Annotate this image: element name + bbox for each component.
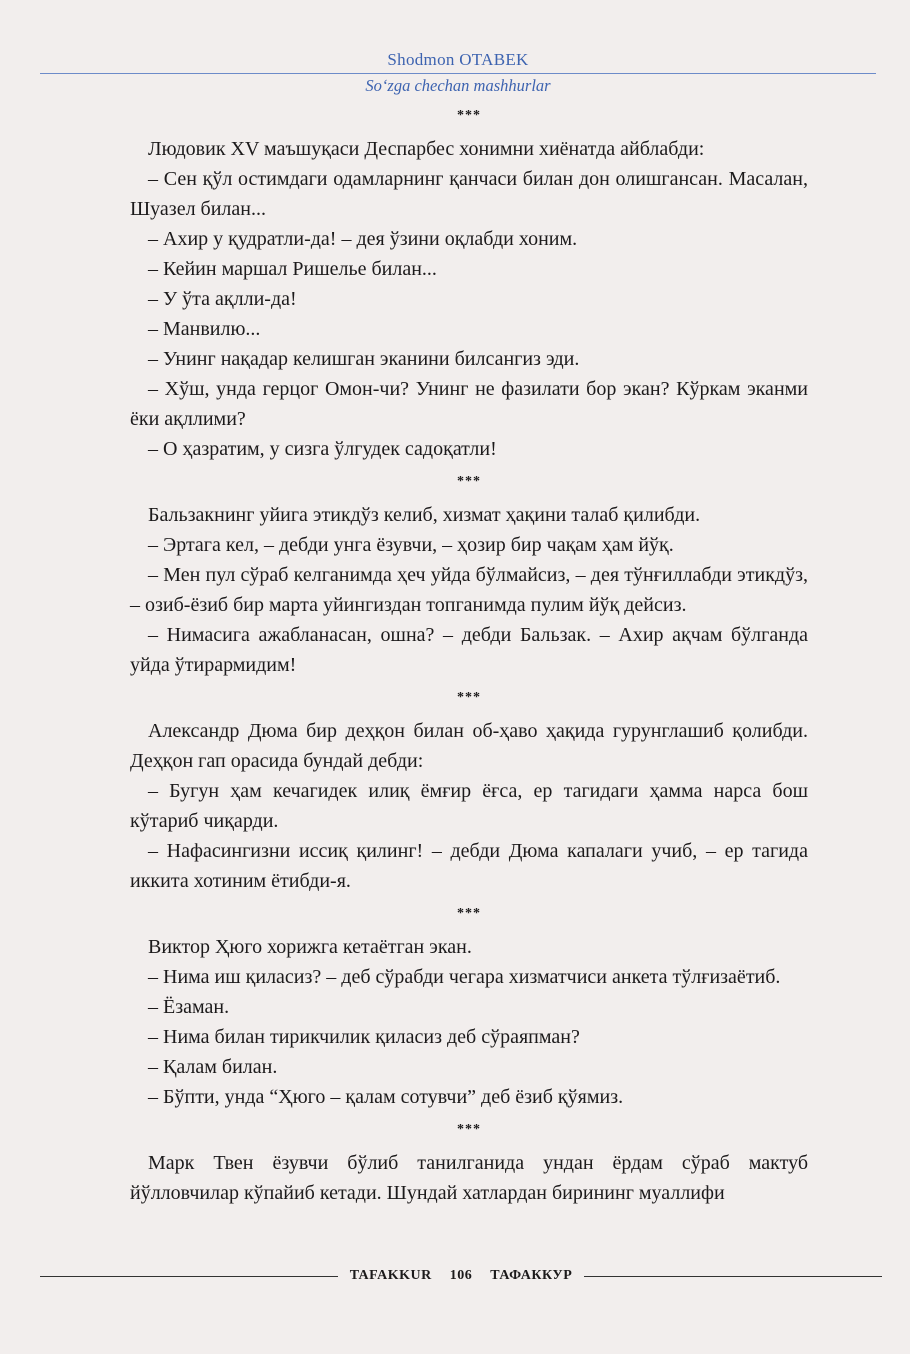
section-separator: *** [457, 906, 481, 921]
paragraph: – Нимасига ажабланасан, ошна? – дебди Бальзак. – Ахир ақчам бўлганда уйда ўтирармидим! [130, 624, 808, 676]
paragraph: – Нима иш қиласиз? – деб сўрабди чегара хизматчиси анкета тўлғизаётиб. [148, 966, 781, 988]
page-body [130, 106, 808, 1216]
paragraph: Александр Дюма бир деҳқон билан об-ҳаво ҳақида гурунглашиб қолибди. Деҳқон гап орасида бундай дебди: [130, 720, 808, 772]
paragraph: – Кейин маршал Ришелье билан... [148, 258, 437, 280]
paragraph: – Манвилю... [148, 318, 261, 340]
section-separator: *** [457, 690, 481, 705]
paragraph: – У ўта ақлли-да! [148, 288, 297, 310]
anecdote [130, 472, 808, 680]
paragraph: – О ҳазратим, у сизга ўлгудек садоқатли! [148, 438, 497, 460]
paragraph: – Унинг нақадар келишган эканини билсангиз эди. [148, 348, 580, 370]
header-rule [40, 73, 876, 74]
anecdote [130, 1120, 808, 1208]
section-separator: *** [457, 474, 481, 489]
paragraph: – Нафасингизни иссиқ қилинг! – дебди Дюма капалаги учиб, – ер тагида иккита хотиним ётибди-я. [130, 840, 808, 892]
paragraph: – Сен қўл остимдаги одамларнинг қанчаси билан дон олишгансан. Масалан, Шуазел билан... [130, 168, 808, 220]
paragraph: Бальзакнинг уйига этикдўз келиб, хизмат ҳақини талаб қилибди. [148, 504, 701, 526]
anecdote [130, 904, 808, 1112]
paragraph: Виктор Ҳюго хорижга кетаётган экан. [148, 936, 472, 958]
page-number: 106 [449, 1268, 473, 1283]
paragraph: – Эртага кел, – дебди унга ёзувчи, – ҳозир бир чақам ҳам йўқ. [148, 534, 674, 556]
paragraph: – Бўпти, унда “Ҳюго – қалам сотувчи” деб ёзиб қўямиз. [148, 1086, 624, 1108]
header-book-title: So‘zga chechan mashhurlar [365, 76, 551, 95]
paragraph: – Нима билан тирикчилик қиласиз деб сўраяпман? [148, 1026, 580, 1048]
footer-text [338, 1268, 585, 1284]
footer-left-word: TAFAKKUR [349, 1268, 432, 1283]
paragraph: – Ёзаман. [148, 996, 230, 1018]
paragraph: – Мен пул сўраб келганимда ҳеч уйда бўлмайсиз, – дея тўнғиллабди этикдўз, – озиб-ёзиб бир марта уйингиздан топганимда пулим йўқ дейсиз. [130, 564, 808, 616]
anecdote [130, 106, 808, 464]
section-separator: *** [457, 1122, 481, 1137]
paragraph: – Бугун ҳам кечагидек илиқ ёмғир ёғса, ер тагидаги ҳамма нарса бош кўтариб чиқарди. [130, 780, 808, 832]
paragraph: Людовик XV маъшуқаси Деспарбес хонимни хиёнатда айблабди: [148, 138, 705, 160]
section-separator: *** [457, 108, 481, 123]
paragraph: – Ахир у қудратли-да! – дея ўзини оқлабди хоним. [148, 228, 578, 250]
running-header [40, 50, 876, 96]
footer-right-word: ТАФАККУР [490, 1268, 573, 1283]
paragraph: Марк Твен ёзувчи бўлиб танилганида ундан ёрдам сўраб мактуб йўлловчилар кўпайиб кетади. Шундай хатлардан бирининг муаллифи [130, 1152, 808, 1204]
footer-rule-right [584, 1276, 882, 1277]
anecdote [130, 688, 808, 896]
page-footer [40, 1268, 882, 1284]
header-author: Shodmon OTABEK [387, 50, 529, 69]
footer-rule-left [40, 1276, 338, 1277]
paragraph: – Хўш, унда герцог Омон-чи? Унинг не фазилати бор экан? Кўркам эканми ёки ақллими? [130, 378, 808, 430]
paragraph: – Қалам билан. [148, 1056, 278, 1078]
